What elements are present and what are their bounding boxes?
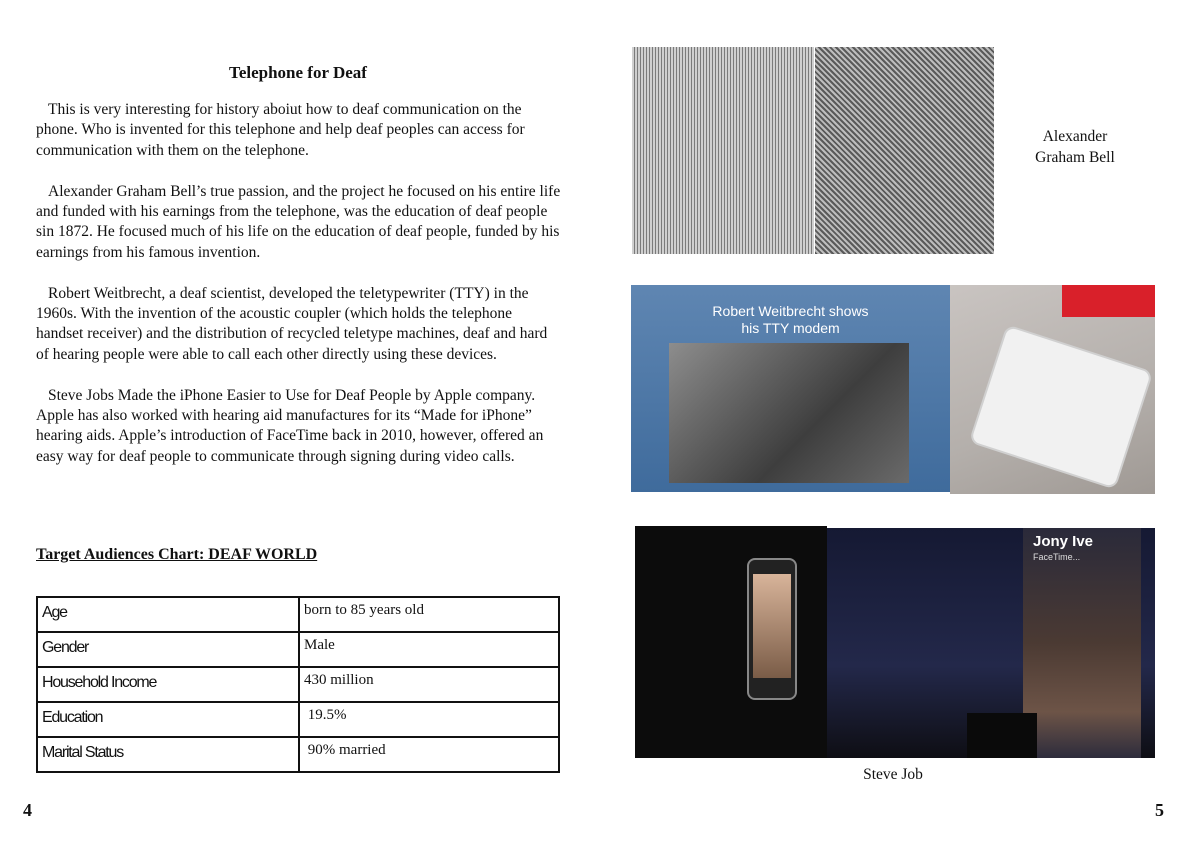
row-label: Household Income bbox=[37, 667, 299, 702]
audience-chart-title: Target Audiences Chart: DEAF WORLD bbox=[36, 546, 318, 563]
paragraph-intro: This is very interesting for history aboiut how to deaf communication on the phone. Who is invented for this telephone and help deaf peoples can access for communication with them on the telephone. bbox=[36, 101, 525, 159]
page-title: Telephone for Deaf bbox=[229, 63, 367, 82]
weitbrecht-slide-photo bbox=[631, 285, 950, 492]
iphone-screen bbox=[753, 574, 791, 678]
slide-caption-line2: his TTY modem bbox=[741, 320, 840, 336]
table-row bbox=[37, 702, 559, 737]
row-value: 90% married bbox=[299, 737, 559, 772]
table-row bbox=[37, 632, 559, 667]
big-screen bbox=[1023, 528, 1141, 758]
page-number-right: 5 bbox=[1155, 800, 1164, 820]
article-body bbox=[36, 100, 562, 488]
row-value: 19.5% bbox=[299, 702, 559, 737]
row-label: Marital Status bbox=[37, 737, 299, 772]
weitbrecht-photo-inset bbox=[669, 343, 909, 483]
caption-jobs: Steve Job bbox=[863, 766, 923, 783]
paragraph-bell: Alexander Graham Bell’s true passion, and the project he focused on his entire life and funded with his earnings from the telephone, was the education of deaf people sin 1872. He focused much of his life on the education of deaf people, funded by his earnings from his famous invention. bbox=[36, 182, 561, 261]
keynote-iphone-photo bbox=[635, 526, 827, 758]
slide-caption bbox=[631, 303, 950, 337]
bell-lecture-engraving bbox=[632, 47, 814, 254]
paragraph-weitbrecht: Robert Weitbrecht, a deaf scientist, developed the teletypewriter (TTY) in the 1960s. With the invention of the acoustic coupler (which holds the telephone handset receiver) and the distribution of recycled teletype machines, deaf and hard of hearing people were able to call each other directly using these devices. bbox=[36, 284, 548, 363]
table-row bbox=[37, 737, 559, 772]
paragraph-jobs: Steve Jobs Made the iPhone Easier to Use for Deaf People by Apple company. Apple has also worked with hearing aid manufactures for its “Made for iPhone” hearing aids. Apple’s introduction of FaceTime back in 2010, however, offered an easy way for deaf people to communicate through signing during video calls. bbox=[36, 386, 544, 465]
table-row bbox=[37, 597, 559, 632]
iphone-facetime bbox=[747, 558, 797, 700]
row-value: Male bbox=[299, 632, 559, 667]
audience-table bbox=[36, 596, 560, 773]
row-label: Gender bbox=[37, 632, 299, 667]
tty-device-photo bbox=[950, 285, 1155, 494]
caption-bell bbox=[1010, 126, 1140, 168]
row-value: born to 85 years old bbox=[299, 597, 559, 632]
big-screen-label: Jony Ive bbox=[1033, 533, 1094, 550]
podium bbox=[967, 713, 1037, 758]
row-label: Education bbox=[37, 702, 299, 737]
page-number-left: 4 bbox=[23, 800, 32, 820]
tty-device bbox=[969, 324, 1154, 490]
caption-bell-line1: Alexander bbox=[1042, 128, 1108, 145]
slide-caption-line1: Robert Weitbrecht shows bbox=[712, 303, 869, 319]
caption-bell-line2: Graham Bell bbox=[1035, 149, 1115, 166]
big-screen-sub: FaceTime... bbox=[1033, 552, 1081, 562]
table-row bbox=[37, 667, 559, 702]
bell-telephone-engraving bbox=[815, 47, 994, 254]
row-label: Age bbox=[37, 597, 299, 632]
row-value: 430 million bbox=[299, 667, 559, 702]
red-sleeve bbox=[1062, 285, 1155, 317]
keynote-stage-photo bbox=[827, 528, 1155, 758]
